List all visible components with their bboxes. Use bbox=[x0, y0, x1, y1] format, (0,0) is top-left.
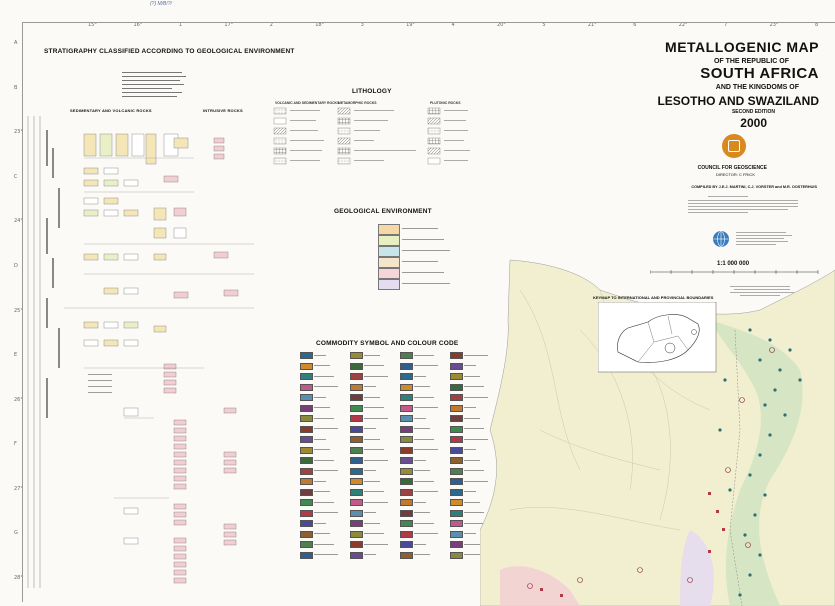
commodity-label-line bbox=[314, 365, 330, 366]
commodity-label-line bbox=[364, 439, 380, 440]
commodity-label-line bbox=[314, 533, 330, 534]
scale-text: 1:1 000 000 bbox=[717, 261, 750, 267]
commodity-label-line bbox=[364, 491, 384, 492]
left-graticule-tick: 26° bbox=[14, 396, 23, 403]
commodity-label-line bbox=[414, 481, 434, 482]
left-graticule-tick: B bbox=[14, 84, 18, 91]
commodity-swatch bbox=[300, 457, 313, 464]
commodity-label-line bbox=[414, 449, 438, 450]
top-graticule-tick: 16° bbox=[133, 22, 143, 28]
commodity-label-line bbox=[464, 491, 476, 492]
commodity-swatch bbox=[300, 552, 313, 559]
commodity-label-line bbox=[464, 544, 480, 545]
commodity-swatch bbox=[400, 436, 413, 443]
lithology-col-plutonic: PLUTONIC ROCKS bbox=[430, 101, 461, 105]
commodity-label-line bbox=[314, 439, 326, 440]
commodity-swatch bbox=[300, 373, 313, 380]
commodity-label-line bbox=[464, 407, 476, 408]
commodity-swatch bbox=[450, 394, 463, 401]
left-graticule-tick: D bbox=[14, 262, 18, 269]
top-graticule-tick: 17° bbox=[224, 22, 234, 28]
commodity-label-line bbox=[314, 554, 338, 555]
commodity-swatch bbox=[450, 373, 463, 380]
commodity-swatch bbox=[400, 499, 413, 506]
commodity-swatch bbox=[300, 447, 313, 454]
stratigraphy-chart bbox=[24, 68, 264, 598]
commodity-swatch bbox=[400, 373, 413, 380]
commodity-label-line bbox=[464, 449, 476, 450]
neatline-left bbox=[22, 22, 23, 602]
keymap bbox=[598, 302, 718, 374]
commodity-label-line bbox=[414, 544, 426, 545]
left-graticule-tick: 25° bbox=[14, 307, 23, 314]
commodity-swatch bbox=[300, 468, 313, 475]
commodity-swatch bbox=[350, 352, 363, 359]
commodity-swatch bbox=[300, 394, 313, 401]
commodity-label-line bbox=[364, 502, 388, 503]
commodity-swatch bbox=[400, 352, 413, 359]
lithology-col-metamorphic: METAMORPHIC ROCKS bbox=[338, 101, 377, 105]
geo-env-swatch bbox=[378, 268, 400, 279]
commodity-label-line bbox=[414, 428, 430, 429]
commodity-swatch bbox=[400, 478, 413, 485]
geo-env-swatch bbox=[378, 246, 400, 257]
commodity-swatch bbox=[300, 489, 313, 496]
commodity-label-line bbox=[364, 355, 380, 356]
compiled-by: COMPILED BY J.E.J. MARTINI, C.J. VORSTER and M.R. OOSTERHUIS bbox=[691, 185, 817, 189]
stratigraphy-col-intrusive: INTRUSIVE ROCKS bbox=[203, 108, 243, 113]
top-graticule-tick: 5 bbox=[542, 22, 546, 28]
commodity-label-line bbox=[314, 428, 338, 429]
lithology-title: LITHOLOGY bbox=[352, 88, 392, 95]
commodity-label-line bbox=[364, 512, 376, 513]
commodity-label-line bbox=[364, 523, 380, 524]
commodity-label-line bbox=[414, 470, 430, 471]
commodity-label-line bbox=[414, 439, 434, 440]
commodity-label-line bbox=[364, 365, 384, 366]
geo-env-label-line bbox=[402, 239, 444, 240]
commodity-label-line bbox=[364, 481, 380, 482]
map-title-line2: OF THE REPUBLIC OF bbox=[713, 58, 789, 65]
commodity-swatch bbox=[350, 468, 363, 475]
commodity-swatch bbox=[350, 394, 363, 401]
commodity-label-line bbox=[464, 502, 480, 503]
commodity-swatch bbox=[300, 405, 313, 412]
commodity-swatch bbox=[450, 384, 463, 391]
geological-map bbox=[480, 230, 835, 606]
commodity-label-line bbox=[364, 386, 376, 387]
commodity-swatch bbox=[450, 468, 463, 475]
commodity-label-line bbox=[414, 355, 434, 356]
commodity-label-line bbox=[314, 460, 334, 461]
commodity-swatch bbox=[350, 531, 363, 538]
commodity-swatch bbox=[450, 415, 463, 422]
commodity-swatch bbox=[300, 541, 313, 548]
neatline-top bbox=[22, 22, 835, 23]
geo-env-label-line bbox=[402, 272, 444, 273]
commodity-label-line bbox=[414, 365, 438, 366]
stratigraphy-title: STRATIGRAPHY CLASSIFIED ACCORDING TO GEOLOGICAL ENVIRONMENT bbox=[44, 48, 295, 55]
top-graticule-tick: 8 bbox=[815, 22, 819, 28]
commodity-swatch bbox=[450, 405, 463, 412]
commodity-label-line bbox=[464, 460, 480, 461]
commodity-title: COMMODITY SYMBOL AND COLOUR CODE bbox=[316, 340, 459, 347]
commodity-swatch bbox=[400, 510, 413, 517]
commodity-swatch bbox=[300, 436, 313, 443]
geo-env-swatch bbox=[378, 279, 400, 290]
commodity-swatch bbox=[400, 415, 413, 422]
commodity-label-line bbox=[314, 481, 326, 482]
commodity-swatch bbox=[450, 531, 463, 538]
commodity-label-line bbox=[414, 512, 430, 513]
commodity-label-line bbox=[414, 397, 434, 398]
commodity-label-line bbox=[314, 470, 338, 471]
commodity-swatch bbox=[350, 384, 363, 391]
commodity-swatch bbox=[350, 436, 363, 443]
top-graticule-tick: 20° bbox=[496, 22, 506, 28]
commodity-swatch bbox=[450, 478, 463, 485]
top-graticule-tick: 4 bbox=[451, 22, 455, 28]
lithology-col-volcanic: VOLCANIC AND SEDIMENTARY ROCKS bbox=[275, 101, 340, 105]
council-logo-mark bbox=[728, 140, 740, 152]
map-title-line1: METALLOGENIC MAP bbox=[665, 39, 819, 55]
commodity-label-line bbox=[414, 491, 438, 492]
map-title-line3: SOUTH AFRICA bbox=[700, 65, 819, 82]
commodity-label-line bbox=[364, 460, 388, 461]
commodity-swatch bbox=[450, 520, 463, 527]
commodity-label-line bbox=[314, 502, 334, 503]
commodity-label-line bbox=[364, 407, 384, 408]
commodity-label-line bbox=[314, 386, 338, 387]
commodity-swatch bbox=[400, 541, 413, 548]
left-graticule-tick: 23° bbox=[14, 129, 23, 136]
geo-env-label-line bbox=[402, 250, 450, 251]
top-graticule-tick: 15° bbox=[88, 22, 97, 28]
commodity-swatch bbox=[450, 436, 463, 443]
org-name: COUNCIL FOR GEOSCIENCE bbox=[697, 165, 767, 171]
commodity-swatch bbox=[300, 520, 313, 527]
left-graticule-tick: 28° bbox=[14, 575, 23, 581]
commodity-swatch bbox=[300, 352, 313, 359]
commodity-label-line bbox=[414, 554, 430, 555]
commodity-label-line bbox=[414, 502, 426, 503]
commodity-label-line bbox=[464, 418, 480, 419]
commodity-swatch bbox=[400, 426, 413, 433]
commodity-label-line bbox=[314, 376, 334, 377]
map-year: 2000 bbox=[740, 116, 767, 130]
commodity-label-line bbox=[414, 376, 426, 377]
geo-env-label-line bbox=[402, 261, 438, 262]
commodity-label-line bbox=[314, 512, 338, 513]
commodity-swatch bbox=[350, 457, 363, 464]
commodity-swatch bbox=[450, 510, 463, 517]
commodity-label-line bbox=[414, 533, 438, 534]
stratigraphy-col-sedimentary: SEDIMENTARY AND VOLCANIC ROCKS bbox=[70, 108, 152, 113]
commodity-swatch bbox=[350, 405, 363, 412]
director-name: DIRECTOR: C FRICK bbox=[715, 172, 755, 177]
left-graticule-tick: 27° bbox=[14, 485, 23, 492]
left-graticule-tick: C bbox=[14, 173, 18, 180]
left-graticule-tick: A bbox=[14, 40, 18, 46]
commodity-swatch bbox=[450, 552, 463, 559]
commodity-label-line bbox=[314, 418, 334, 419]
commodity-swatch bbox=[300, 426, 313, 433]
commodity-label-line bbox=[414, 418, 426, 419]
commodity-swatch bbox=[350, 552, 363, 559]
commodity-swatch bbox=[450, 447, 463, 454]
commodity-label-line bbox=[364, 449, 384, 450]
commodity-label-line bbox=[364, 554, 376, 555]
commodity-swatch bbox=[300, 531, 313, 538]
commodity-swatch bbox=[300, 478, 313, 485]
commodity-swatch bbox=[350, 499, 363, 506]
commodity-swatch bbox=[450, 541, 463, 548]
commodity-swatch bbox=[400, 405, 413, 412]
commodity-label-line bbox=[314, 491, 330, 492]
commodity-label-line bbox=[314, 449, 330, 450]
commodity-swatch bbox=[350, 541, 363, 548]
commodity-swatch bbox=[450, 457, 463, 464]
commodity-swatch bbox=[300, 499, 313, 506]
left-graticule-tick: G bbox=[14, 530, 18, 537]
commodity-swatch bbox=[450, 352, 463, 359]
geological-environment-title: GEOLOGICAL ENVIRONMENT bbox=[334, 208, 432, 215]
commodity-swatch bbox=[400, 489, 413, 496]
commodity-swatch bbox=[400, 363, 413, 370]
map-title-line5: LESOTHO AND SWAZILAND bbox=[657, 94, 819, 108]
commodity-label-line bbox=[314, 355, 326, 356]
commodity-swatch bbox=[300, 415, 313, 422]
commodity-swatch bbox=[400, 552, 413, 559]
commodity-legend bbox=[300, 352, 500, 570]
top-graticule-tick: 3 bbox=[360, 22, 364, 28]
commodity-swatch bbox=[400, 531, 413, 538]
top-graticule-tick: 23° bbox=[769, 22, 779, 28]
top-graticule-tick: 6 bbox=[633, 22, 637, 28]
top-graticule-tick: 22° bbox=[678, 22, 688, 28]
commodity-swatch bbox=[400, 447, 413, 454]
commodity-swatch bbox=[300, 384, 313, 391]
commodity-swatch bbox=[350, 373, 363, 380]
commodity-label-line bbox=[414, 407, 438, 408]
credits-text-block bbox=[668, 194, 818, 218]
commodity-label-line bbox=[464, 365, 476, 366]
geological-environment-legend bbox=[340, 224, 480, 304]
top-graticule-tick: 7 bbox=[724, 22, 728, 28]
commodity-label-line bbox=[314, 544, 334, 545]
map-edition: SECOND EDITION bbox=[731, 109, 775, 115]
commodity-label-line bbox=[364, 428, 376, 429]
commodity-label-line bbox=[364, 418, 388, 419]
commodity-label-line bbox=[464, 533, 476, 534]
handwritten-note: (?) M/B/?/ bbox=[150, 1, 172, 7]
commodity-swatch bbox=[350, 426, 363, 433]
geo-env-swatch bbox=[378, 235, 400, 246]
commodity-label-line bbox=[414, 386, 430, 387]
commodity-swatch bbox=[450, 489, 463, 496]
commodity-swatch bbox=[350, 489, 363, 496]
commodity-swatch bbox=[400, 394, 413, 401]
commodity-swatch bbox=[350, 415, 363, 422]
geo-env-label-line bbox=[402, 283, 450, 284]
commodity-swatch bbox=[400, 384, 413, 391]
geo-env-swatch bbox=[378, 224, 400, 235]
commodity-swatch bbox=[350, 520, 363, 527]
commodity-swatch bbox=[400, 520, 413, 527]
commodity-label-line bbox=[464, 376, 480, 377]
left-graticule-tick: 24° bbox=[14, 218, 23, 225]
commodity-label-line bbox=[364, 470, 376, 471]
commodity-label-line bbox=[364, 544, 388, 545]
top-graticule-tick: 2 bbox=[269, 22, 273, 28]
commodity-label-line bbox=[364, 376, 388, 377]
commodity-swatch bbox=[400, 468, 413, 475]
commodity-swatch bbox=[300, 510, 313, 517]
commodity-swatch bbox=[450, 363, 463, 370]
geo-env-label-line bbox=[402, 228, 438, 229]
lithology-patterns bbox=[272, 106, 472, 174]
geo-env-swatch bbox=[378, 257, 400, 268]
map-title-line4: AND THE KINGDOMS OF bbox=[715, 84, 799, 91]
commodity-swatch bbox=[350, 363, 363, 370]
commodity-label-line bbox=[364, 533, 384, 534]
commodity-label-line bbox=[414, 523, 434, 524]
commodity-label-line bbox=[314, 397, 326, 398]
left-graticule-tick: E bbox=[14, 352, 18, 359]
commodity-label-line bbox=[314, 407, 330, 408]
left-graticule-tick: F bbox=[14, 441, 17, 448]
commodity-swatch bbox=[450, 499, 463, 506]
commodity-swatch bbox=[400, 457, 413, 464]
top-graticule-tick: 1 bbox=[178, 22, 183, 28]
top-graticule-tick: 18° bbox=[315, 22, 325, 28]
commodity-label-line bbox=[364, 397, 380, 398]
top-graticule-tick: 21° bbox=[587, 22, 597, 28]
commodity-swatch bbox=[350, 510, 363, 517]
commodity-swatch bbox=[350, 478, 363, 485]
keymap-title: KEYMAP TO INTERNATIONAL AND PROVINCIAL BOUNDARIES bbox=[593, 295, 714, 300]
top-graticule-tick: 19° bbox=[406, 22, 415, 28]
commodity-label-line bbox=[414, 460, 426, 461]
commodity-label-line bbox=[314, 523, 326, 524]
commodity-swatch bbox=[300, 363, 313, 370]
commodity-swatch bbox=[350, 447, 363, 454]
commodity-swatch bbox=[450, 426, 463, 433]
